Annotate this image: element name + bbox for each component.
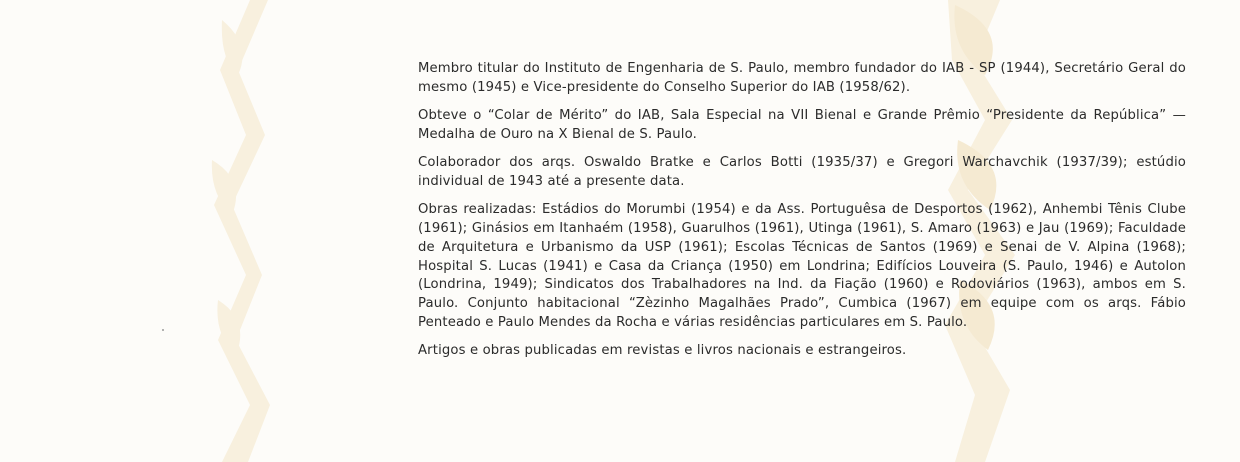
paragraph-memberships: Membro titular do Instituto de Engenharia de S. Paulo, membro fundador do IAB - SP (1944), Secretário Geral do mesmo (1945) e Vice-presidente do Conselho Superior do IAB (1958/62). [418, 61, 1186, 95]
biography-text [418, 60, 1186, 371]
left-zigzag-decoration [214, 0, 270, 462]
paragraph-works: Obras realizadas: Estádios do Morumbi (1954) e da Ass. Portuguêsa de Desportos (1962), Anhembi Tênis Clube (1961); Ginásios em Itanhaém (1958), Guarulhos (1961), Utinga (1961), S. Amaro (1963) e Jau (1969); Faculdade de Arquitetura e Urbanismo da USP (1961); Escolas Técnicas de Santos (1969) e Senai de V. Alpina (1968); Hospital S. Lucas (1941) e Casa da Criança (1950) em Londrina; Edifícios Louveira (S. Paulo, 1946) e Autolon (Londrina, 1949); Sindicatos dos Trabalhadores na Ind. da Fiação (1960) e Rodoviários (1963), ambos em S. Paulo. Conjunto habitacional “Zèzinho Magalhães Prado”, Cumbica (1967) em equipe com os arqs. Fábio Penteado e Paulo Mendes da Rocha e várias residências particulares em S. Paulo. [418, 202, 1186, 331]
paragraph-awards: Obteve o “Colar de Mérito” do IAB, Sala Especial na VII Bienal e Grande Prêmio “Presidente da República” — Medalha de Ouro na X Bienal de S. Paulo. [418, 108, 1186, 142]
speck-mark [162, 329, 164, 331]
paragraph-collaborations: Colaborador dos arqs. Oswaldo Bratke e Carlos Botti (1935/37) e Gregori Warchavchik (1937/39); estúdio individual de 1943 até a presente data. [418, 155, 1186, 189]
paragraph-publications: Artigos e obras publicadas em revistas e livros nacionais e estrangeiros. [418, 343, 907, 359]
